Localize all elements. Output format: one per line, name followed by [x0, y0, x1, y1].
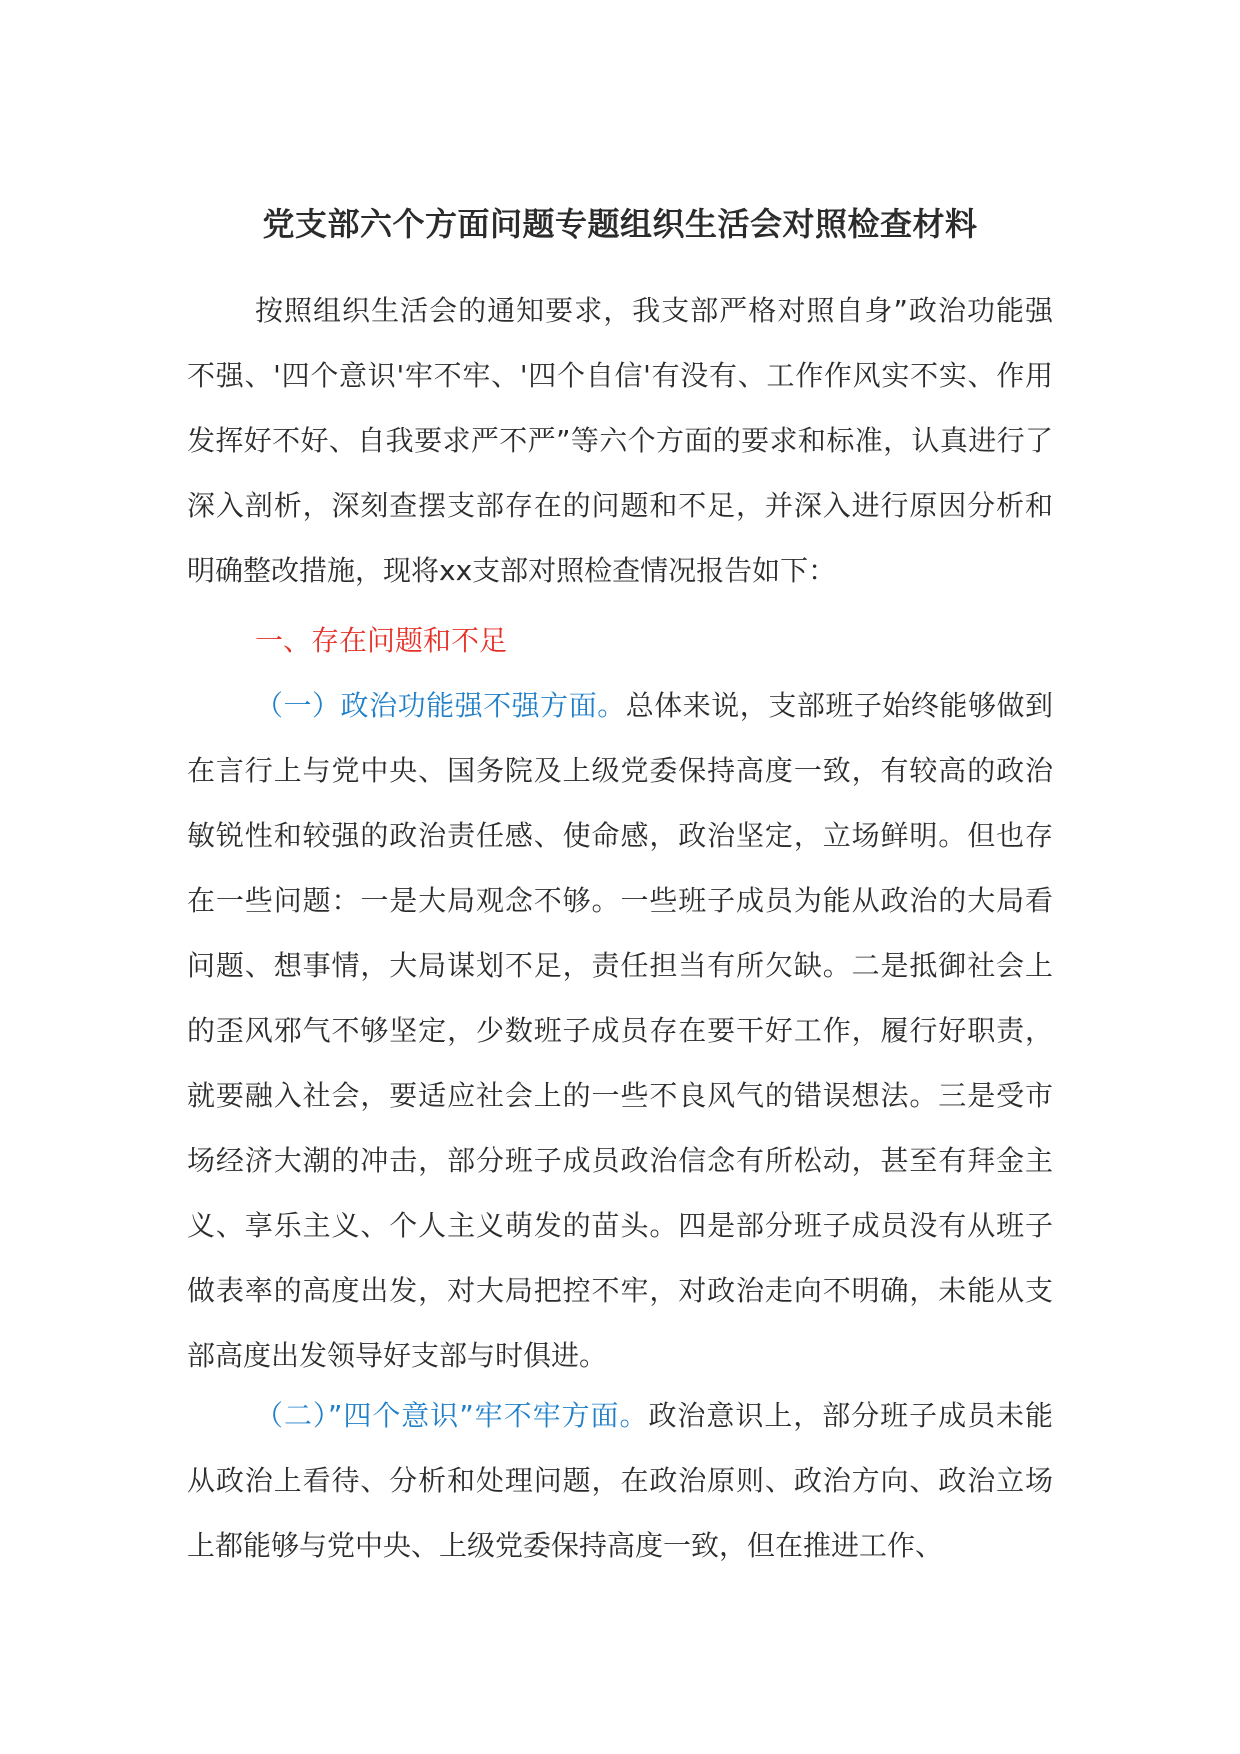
section-heading-problems: 一、存在问题和不足 [255, 624, 508, 657]
document-title: 党支部六个方面问题专题组织生活会对照检查材料 [262, 205, 978, 243]
paragraph-four-consciousness [187, 1383, 1053, 1578]
paragraph-political-function-text: 总体来说，支部班子始终能够做到在言行上与党中央、国务院及上级党委保持高度一致，有较高的政治敏锐性和较强的政治责任感、使命感，政治坚定，立场鲜明。但也存在一些问题：一是大局观念不够。一些班子成员为能从政治的大局看问题、想事情，大局谋划不足，责任担当有所欠缺。二是抵御社会上的歪风邪气不够坚定，少数班子成员存在要干好工作，履行好职责，就要融入社会，要适应社会上的一些不良风气的错误想法。三是受市场经济大潮的冲击，部分班子成员政治信念有所松动，甚至有拜金主义、享乐主义、个人主义萌发的苗头。四是部分班子成员没有从班子做表率的高度出发，对大局把控不牢，对政治走向不明确，未能从支部高度出发领导好支部与时俱进。 [187, 689, 1053, 1372]
intro-paragraph: 按照组织生活会的通知要求，我支部严格对照自身”政治功能强不强、'四个意识'牢不牢、'四个自信'有没有、工作作风实不实、作用发挥好不好、自我要求严不严”等六个方面的要求和标准，认真进行了深入剖析，深刻查摆支部存在的问题和不足，并深入进行原因分析和明确整改措施，现将xx支部对照检查情况报告如下： [187, 294, 1053, 587]
sub-heading-political-function: （一）政治功能强不强方面。 [255, 689, 626, 722]
paragraph-four-consciousness-text: 政治意识上，部分班子成员未能从政治上看待、分析和处理问题，在政治原则、政治方向、政治立场上都能够与党中央、上级党委保持高度一致，但在推进工作、 [187, 1399, 1053, 1562]
sub-heading-four-consciousness: （二）”四个意识”牢不牢方面。 [255, 1399, 649, 1432]
paragraph-political-function [187, 673, 1053, 1388]
